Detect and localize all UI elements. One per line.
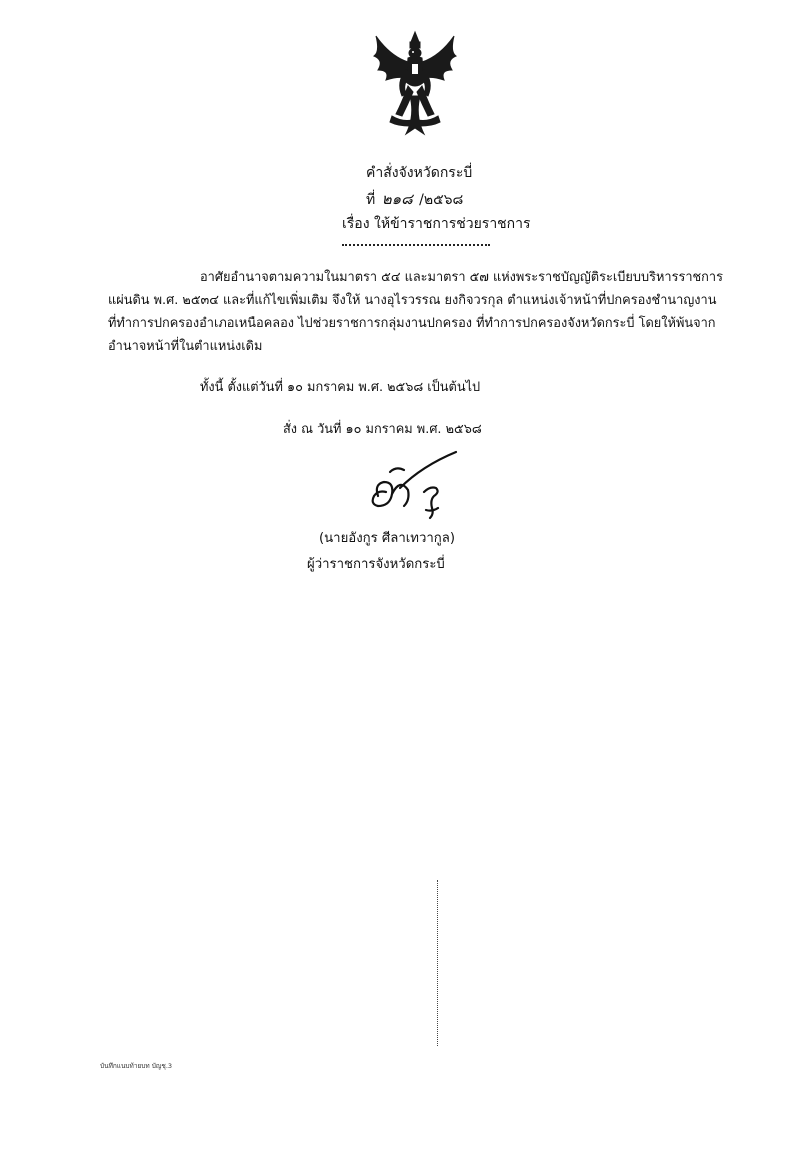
order-number bbox=[366, 190, 463, 209]
order-title: คำสั่งจังหวัดกระบี่ bbox=[366, 165, 473, 181]
dotted-divider bbox=[342, 244, 490, 246]
body-line: ที่ทำการปกครองอำเภอเหนือคลอง ไปช่วยราชการกลุ่มงานปกครอง ที่ทำการปกครองจังหวัดกระบี่ โดยให้พ้นจาก bbox=[108, 316, 716, 331]
garuda-emblem-icon bbox=[366, 30, 464, 138]
order-number-prefix: ที่ bbox=[366, 192, 376, 208]
body-line: แผ่นดิน พ.ศ. ๒๕๓๔ และที่แก้ไขเพิ่มเติม จึงให้ นางอุไรวรรณ ยงกิจวรกุล ตำแหน่งเจ้าหน้าที่ปกครองชำนาญงาน bbox=[108, 293, 717, 308]
fold-line bbox=[437, 880, 438, 1046]
body-line: อาศัยอำนาจตามความในมาตรา ๕๔ และมาตรา ๕๗ แห่งพระราชบัญญัติระเบียบบริหารราชการ bbox=[200, 270, 723, 285]
ordered-date: สั่ง ณ วันที่ ๑๐ มกราคม พ.ศ. ๒๕๖๘ bbox=[283, 422, 482, 437]
signer-position: ผู้ว่าราชการจังหวัดกระบี่ bbox=[307, 557, 445, 572]
subject-line: เรื่อง ให้ข้าราชการช่วยราชการ bbox=[342, 216, 531, 232]
signer-name: (นายอังกูร ศีลาเทวากูล) bbox=[319, 531, 455, 546]
body-paragraph bbox=[108, 266, 723, 358]
effective-date: ทั้งนี้ ตั้งแต่วันที่ ๑๐ มกราคม พ.ศ. ๒๕๖๘ เป็นต้นไป bbox=[200, 380, 481, 395]
body-line: อำนาจหน้าที่ในตำแหน่งเดิม bbox=[108, 339, 263, 354]
footer-note: บันทึกแนบท้ายบท บัญชุ.3 bbox=[100, 1062, 173, 1070]
order-number-handwritten: ๒๑๘ bbox=[381, 190, 413, 208]
handwritten-signature bbox=[360, 448, 470, 520]
order-number-suffix: /๒๕๖๘ bbox=[419, 192, 464, 208]
